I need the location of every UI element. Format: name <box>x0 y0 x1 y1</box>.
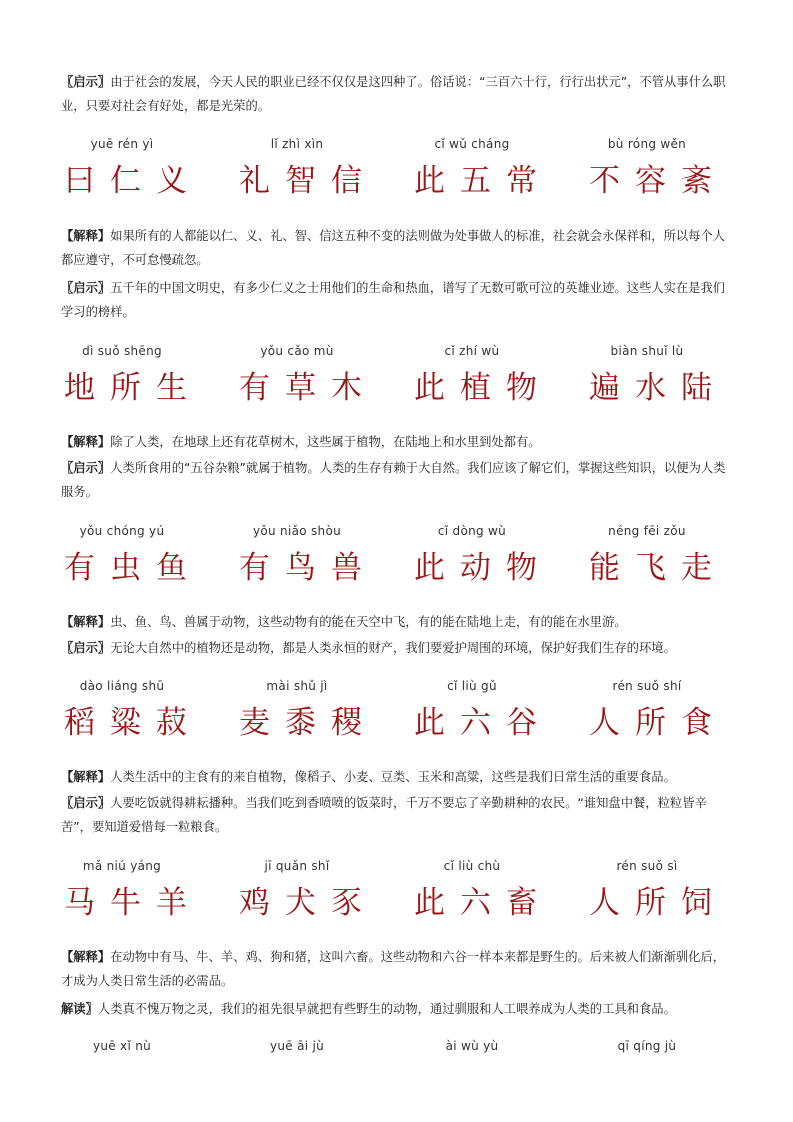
pinyin: cǐ wǔ cháng <box>434 137 510 151</box>
hanzi: 礼智信 <box>239 163 377 199</box>
hanzi: 不容紊 <box>589 163 727 199</box>
paragraph-qishi <box>61 791 733 839</box>
paragraph-jieshi <box>61 224 733 272</box>
paragraph-tag: 【解释】 <box>61 770 111 784</box>
paragraph-text: 在动物中有马、牛、羊、鸡、狗和猪，这叫六畜。这些动物和六谷一样本来都是野生的。后来被人们渐渐驯化后，才成为人类日常生活的必需品。 <box>61 950 726 988</box>
hanzi: 麦黍稷 <box>239 705 377 741</box>
verse-line <box>60 1039 740 1119</box>
hanzi: 此六谷 <box>414 705 552 741</box>
hanzi: 有鸟兽 <box>239 550 377 586</box>
hanzi: 地所生 <box>64 370 202 406</box>
hanzi: 鸡犬豕 <box>239 885 377 921</box>
paragraph-qishi <box>61 636 733 660</box>
paragraph-qishi <box>61 276 733 324</box>
hanzi: 有虫鱼 <box>64 550 202 586</box>
hanzi: 稻粱菽 <box>64 705 202 741</box>
paragraph-text: 除了人类，在地球上还有花草树木，这些属于植物，在陆地上和水里到处都有。 <box>110 435 541 449</box>
pinyin: yuē āi jù <box>269 1039 325 1053</box>
hanzi: 此六畜 <box>414 885 552 921</box>
pinyin: mǎ niú yáng <box>82 859 162 873</box>
pinyin: qī qíng jù <box>617 1039 677 1053</box>
paragraph-text: 虫、鱼、鸟、兽属于动物，这些动物有的能在天空中飞，有的能在陆地上走，有的能在水里游。 <box>110 615 627 629</box>
paragraph-tag: 【解释】 <box>61 229 111 243</box>
hanzi: 能飞走 <box>589 550 727 586</box>
paragraph-tag: 【解释】 <box>61 615 111 629</box>
pinyin: bù róng wěn <box>607 137 687 151</box>
pinyin: cǐ zhí wù <box>444 344 500 358</box>
paragraph-jieshi <box>61 945 733 993</box>
verse-line <box>60 524 740 604</box>
pinyin: jī quǎn shǐ <box>264 859 330 873</box>
hanzi: 此植物 <box>414 370 552 406</box>
paragraph-text: 由于社会的发展，今天人民的职业已经不仅仅是这四种了。俗话说：“三百六十行，行行出状元”，不管从事什么职业，只要对社会有好处，都是光荣的。 <box>61 75 726 113</box>
paragraph-text: 无论大自然中的植物还是动物，都是人类永恒的财产，我们要爱护周围的环境，保护好我们生存的环境。 <box>110 641 676 655</box>
hanzi: 人所饲 <box>589 885 727 921</box>
pinyin: cǐ liù gǔ <box>447 679 497 693</box>
pinyin: néng fēi zǒu <box>608 524 686 538</box>
paragraph-tag: 【解释】 <box>61 950 111 964</box>
pinyin: cǐ dòng wù <box>437 524 507 538</box>
paragraph-jieshi <box>61 430 733 454</box>
paragraph-text: 人类真不愧万物之灵，我们的祖先很早就把有些野生的动物，通过驯服和人工喂养成为人类的工具和食品。 <box>97 1002 676 1016</box>
paragraph-tag: 〖启示〗 <box>61 281 111 295</box>
hanzi: 曰仁义 <box>64 163 202 199</box>
hanzi: 人所食 <box>589 705 727 741</box>
paragraph-jiedu <box>61 997 733 1021</box>
verse-line <box>60 859 740 939</box>
paragraph-tag: 〖启示〗 <box>61 75 111 89</box>
pinyin: yǒu niǎo shòu <box>252 524 342 538</box>
hanzi: 此动物 <box>414 550 552 586</box>
pinyin: rén suǒ shí <box>612 679 682 693</box>
paragraph-tag: 【解释】 <box>61 435 111 449</box>
pinyin: rén suǒ sì <box>616 859 678 873</box>
verse-line <box>60 344 740 424</box>
pinyin: ài wù yù <box>445 1039 499 1053</box>
pinyin: dì suǒ shēng <box>82 344 162 358</box>
hanzi: 此五常 <box>414 163 552 199</box>
hanzi: 遍水陆 <box>589 370 727 406</box>
pinyin: dào liáng shū <box>79 679 165 693</box>
paragraph-qishi <box>61 70 733 118</box>
paragraph-jieshi <box>61 610 733 634</box>
paragraph-text: 人类所食用的“五谷杂粮”就属于植物。人类的生存有赖于大自然。我们应该了解它们，掌握这些知识，以便为人类服务。 <box>61 461 726 499</box>
paragraph-tag: 解读〗 <box>61 1002 98 1016</box>
pinyin: yuē rén yì <box>90 137 154 151</box>
paragraph-tag: 〖启示〗 <box>61 796 111 810</box>
pinyin: biàn shuǐ lù <box>610 344 684 358</box>
pinyin: cǐ liù chù <box>443 859 501 873</box>
pinyin: yuē xǐ nù <box>92 1039 152 1053</box>
paragraph-text: 人要吃饭就得耕耘播种。当我们吃到香喷喷的饭菜时，千万不要忘了辛勤耕种的农民。“谁知盘中餐，粒粒皆辛苦”，要知道爱惜每一粒粮食。 <box>61 796 707 834</box>
paragraph-qishi <box>61 456 733 504</box>
paragraph-text: 如果所有的人都能以仁、义、礼、智、信这五种不变的法则做为处事做人的标准，社会就会永保祥和，所以每个人都应遵守，不可怠慢疏忽。 <box>61 229 726 267</box>
paragraph-tag: 〖启示〗 <box>61 461 111 475</box>
hanzi: 马牛羊 <box>64 885 202 921</box>
paragraph-text: 人类生活中的主食有的来自植物，像稻子、小麦、豆类、玉米和高粱，这些是我们日常生活的重要食品。 <box>110 770 676 784</box>
pinyin: lǐ zhì xìn <box>270 137 324 151</box>
pinyin: yǒu cǎo mù <box>260 344 334 358</box>
hanzi: 有草木 <box>239 370 377 406</box>
paragraph-text: 五千年的中国文明史，有多少仁义之士用他们的生命和热血，谱写了无数可歌可泣的英雄业迹。这些人实在是我们学习的榜样。 <box>61 281 726 319</box>
verse-line <box>60 137 740 217</box>
paragraph-tag: 〖启示〗 <box>61 641 111 655</box>
pinyin: mài shǔ jì <box>266 679 328 693</box>
verse-line <box>60 679 740 759</box>
pinyin: yǒu chóng yú <box>79 524 165 538</box>
paragraph-jieshi <box>61 765 733 789</box>
